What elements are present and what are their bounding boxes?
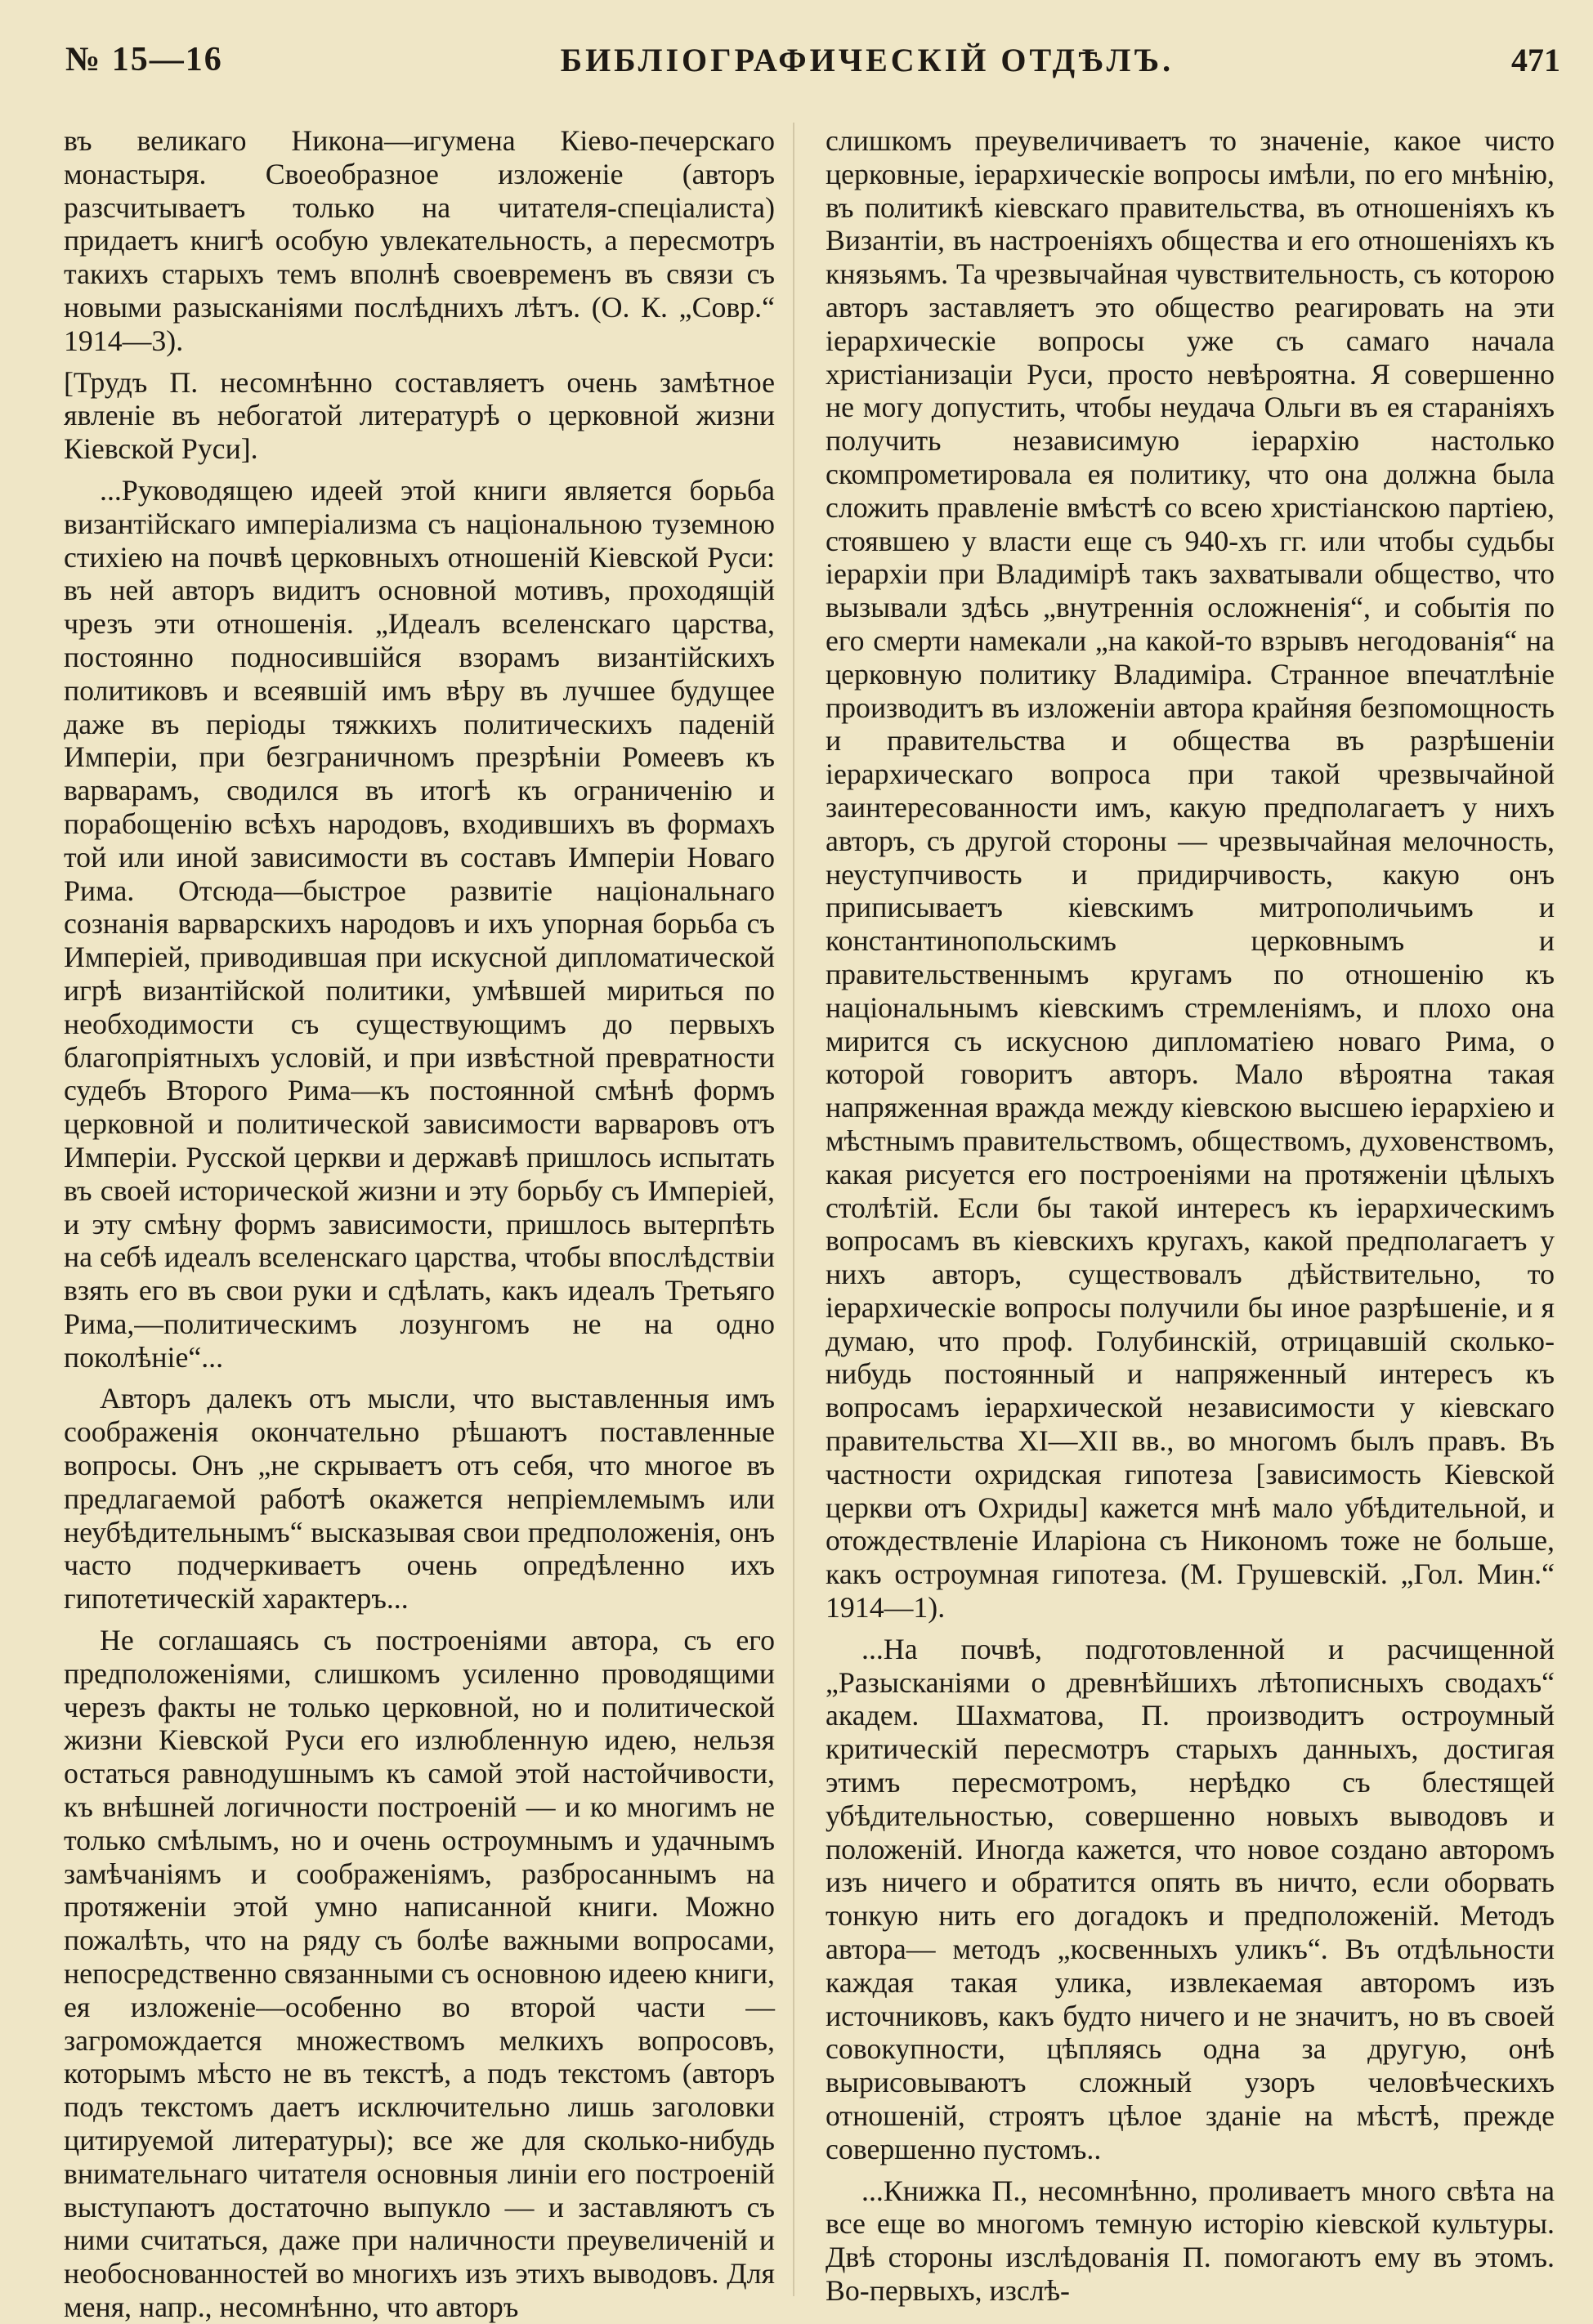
section-title: БИБЛІОГРАФИЧЕСКІЙ ОТДѢЛЪ. (560, 41, 1175, 78)
issue-number: № 15—16 (65, 41, 223, 78)
paragraph: Авторъ далекъ отъ мысли, что выставленныя имъ соображенія окончательно рѣшаютъ поставленные вопросы. Онъ „не скрываетъ отъ себя, что многое въ предлагаемой работѣ окажется непріемлемымъ или неубѣдительнымъ“ высказывая свои предположенія, онъ часто подчеркиваетъ очень опредѣленно ихъ гипотетическій характеръ... (64, 1382, 775, 1616)
paragraph: въ великаго Никона—игумена Кіево-печерскаго монастыря. Своеобразное изложеніе (авторъ разсчитываетъ только на читателя-спеціалиста) придаетъ книгѣ особую увлекательность, а пересмотръ такихъ старыхъ темъ вполнѣ своевременъ въ связи съ новыми разысканіями послѣднихъ лѣтъ. (О. К. „Совр.“ 1914—3). (64, 124, 775, 357)
paragraph: Не соглашаясь съ построеніями автора, съ его предположеніями, слишкомъ усиленно проводящими черезъ факты не только церковной, но и политической жизни Кіевской Руси его излюбленную идею, нельзя остаться равнодушнымъ къ самой этой настойчивости, къ внѣшней логичности построеній — и ко многимъ не только смѣлымъ, но и очень остроумнымъ и удачнымъ замѣчаніямъ и соображеніямъ, разбросаннымъ на протяженіи этой умно написанной книги. Можно пожалѣть, что на ряду съ болѣе важными вопросами, непосредственно связанными съ основною идеею книги, ея изложеніе—особенно во второй части — загромождается множествомъ мелкихъ вопросовъ, которымъ мѣсто не въ текстѣ, а подъ текстомъ (авторъ подъ текстомъ даетъ исключительно лишь заголовки цитируемой литературы); все же для сколько-нибудь внимательнаго читателя основныя линіи его построеній выступаютъ достаточно выпукло — и заставляютъ съ ними считаться, даже при наличности преувеличеній и необоснованностей во многихъ изъ этихъ выводовъ. Для меня, напр., несомнѣнно, что авторъ (64, 1624, 775, 2323)
page-header (65, 31, 1560, 88)
paragraph: слишкомъ преувеличиваетъ то значеніе, какое чисто церковные, іерархическіе вопросы имѣли, по его мнѣнію, въ политикѣ кіевскаго правительства, въ отношеніяхъ къ Византіи, въ настроеніяхъ общества и его отношеніяхъ къ князьямъ. Та чрезвычайная чувствительность, съ которою авторъ заставляетъ это общество реагировать на эти іерархическіе вопросы уже съ самаго начала христіанизаціи Руси, просто невѣроятна. Я совершенно не могу допустить, чтобы неудача Ольги въ ея стараніяхъ получить независимую іерархію настолько скомпрометировала ея политику, что она должна была сложить правленіе вмѣстѣ со всею христіанскою партіею, стоявшею у власти еще съ 940-хъ гг. или чтобы судьбы іерархіи при Владимірѣ такъ захватывали общество, что вызывали здѣсь „внутреннія осложненія“, и событія по его смерти намекали „на какой-то взрывъ негодованія“ на церковную политику Владиміра. Странное впечатлѣніе производитъ въ изложеніи автора крайняя безпомощность и правительства и общества въ разрѣшеніи іерархическаго вопроса при такой чрезвычайной заинтересованности имъ, какую предполагаетъ у нихъ авторъ, съ другой стороны — чрезвычайная мелочность, неуступчивость и придирчивость, какую онъ приписываетъ кіевскимъ митрополичьимъ и константинопольскимъ церковнымъ и правительственнымъ кругамъ по отношенію къ національнымъ кіевскимъ стремленіямъ, и плохо она мирится съ искусною дипломатіею новаго Рима, о которой говоритъ авторъ. Мало вѣроятна такая напряженная вражда между кіевскою высшею іерархіею и мѣстнымъ правительствомъ, обществомъ, духовенствомъ, какая рисуется его построеніями на протяженіи цѣлыхъ столѣтій. Если бы такой интересъ къ іерархическимъ вопросамъ въ кіевскихъ кругахъ, какой предполагаетъ у нихъ авторъ, существовалъ дѣйствительно, то іерархическіе вопросы получили бы иное разрѣшеніе, и я думаю, что проф. Голубинскій, отрицавшій сколько-нибудь постоянный и напряженный интересъ къ вопросамъ іерархической независимости у кіевскаго правительства XI—XII вв., во многомъ былъ правъ. Въ частности охридская гипотеза [зависимость Кіевской церкви отъ Охриды] кажется мнѣ мало убѣдительной, и отождествленіе Иларіона съ Никономъ тоже не больше, какъ остроумная гипотеза. (М. Грушевскій. „Гол. Мин.“ 1914—1). (826, 124, 1555, 1625)
page-number: 471 (1510, 41, 1560, 78)
right-column (826, 124, 1555, 2307)
paragraph: ...Руководящею идеей этой книги является борьба византійскаго имперіализма съ національною туземною стихіею на почвѣ церковныхъ отношеній Кіевской Руси: въ ней авторъ видитъ основной мотивъ, проходящій чрезъ эти отношенія. „Идеалъ вселенскаго царства, постоянно подносившійся взорамъ византійскихъ политиковъ и всеявшій имъ вѣру въ лучшее будущее даже въ періоды тяжкихъ политическихъ паденій Имперіи, при безграничномъ презрѣніи Ромеевъ къ варварамъ, сводился въ итогѣ къ ограниченію и порабощенію всѣхъ народовъ, входившихъ въ формахъ той или иной зависимости въ составъ Имперіи Новаго Рима. Отсюда—быстрое развитіе національнаго сознанія варварскихъ народовъ и ихъ упорная борьба съ Имперіей, приводившая при искусной дипломатической игрѣ византійской политики, умѣвшей мириться по необходимости съ существующимъ до первыхъ благопріятныхъ условій, и при извѣстной превратности судебъ Второго Рима—къ постоянной смѣнѣ формъ церковной и политической зависимости варваровъ отъ Имперіи. Русской церкви и державѣ пришлось испытать въ своей исторической жизни и эту борьбу съ Имперіей, и эту смѣну формъ зависимости, пришлось вытерпѣть на себѣ идеалъ вселенскаго царства, чтобы впослѣдствіи взять его въ свои руки и сдѣлать, какъ идеалъ Третьяго Рима,—политическимъ лозунгомъ не на одно поколѣніе“... (64, 473, 775, 1374)
paragraph: ...На почвѣ, подготовленной и расчищенной „Разысканіями о древнѣйшихъ лѣтописныхъ сводахъ“ академ. Шахматова, П. производитъ остроумный критическій пересмотръ старыхъ данныхъ, достигая этимъ пересмотромъ, нерѣдко съ блестящей убѣдительностью, совершенно новыхъ выводовъ и положеній. Иногда кажется, что новое создано авторомъ изъ ничего и обратится опять въ ничто, если оборвать тонкую нить его догадокъ и предположеній. Методъ автора— методъ „косвенныхъ уликъ“. Въ отдѣльности каждая такая улика, извлекаемая авторомъ изъ источниковъ, какъ будто ничего и не значитъ, но въ своей совокупности, цѣпляясь одна за другую, онѣ вырисовываютъ сложный узоръ человѣческихъ отношеній, строятъ цѣлое зданіе на мѣстѣ, прежде совершенно пустомъ.. (826, 1632, 1555, 2165)
left-column (64, 124, 775, 2323)
column-divider (793, 123, 794, 2296)
paragraph: [Трудъ П. несомнѣнно составляетъ очень замѣтное явленіе въ небогатой литературѣ о церковной жизни Кіевской Руси]. (64, 365, 775, 466)
paragraph: ...Книжка П., несомнѣнно, проливаетъ много свѣта на все еще во многомъ темную исторію кіевской культуры. Двѣ стороны изслѣдованія П. помогаютъ ему въ этомъ. Во-первыхъ, изслѣ- (826, 2174, 1555, 2307)
